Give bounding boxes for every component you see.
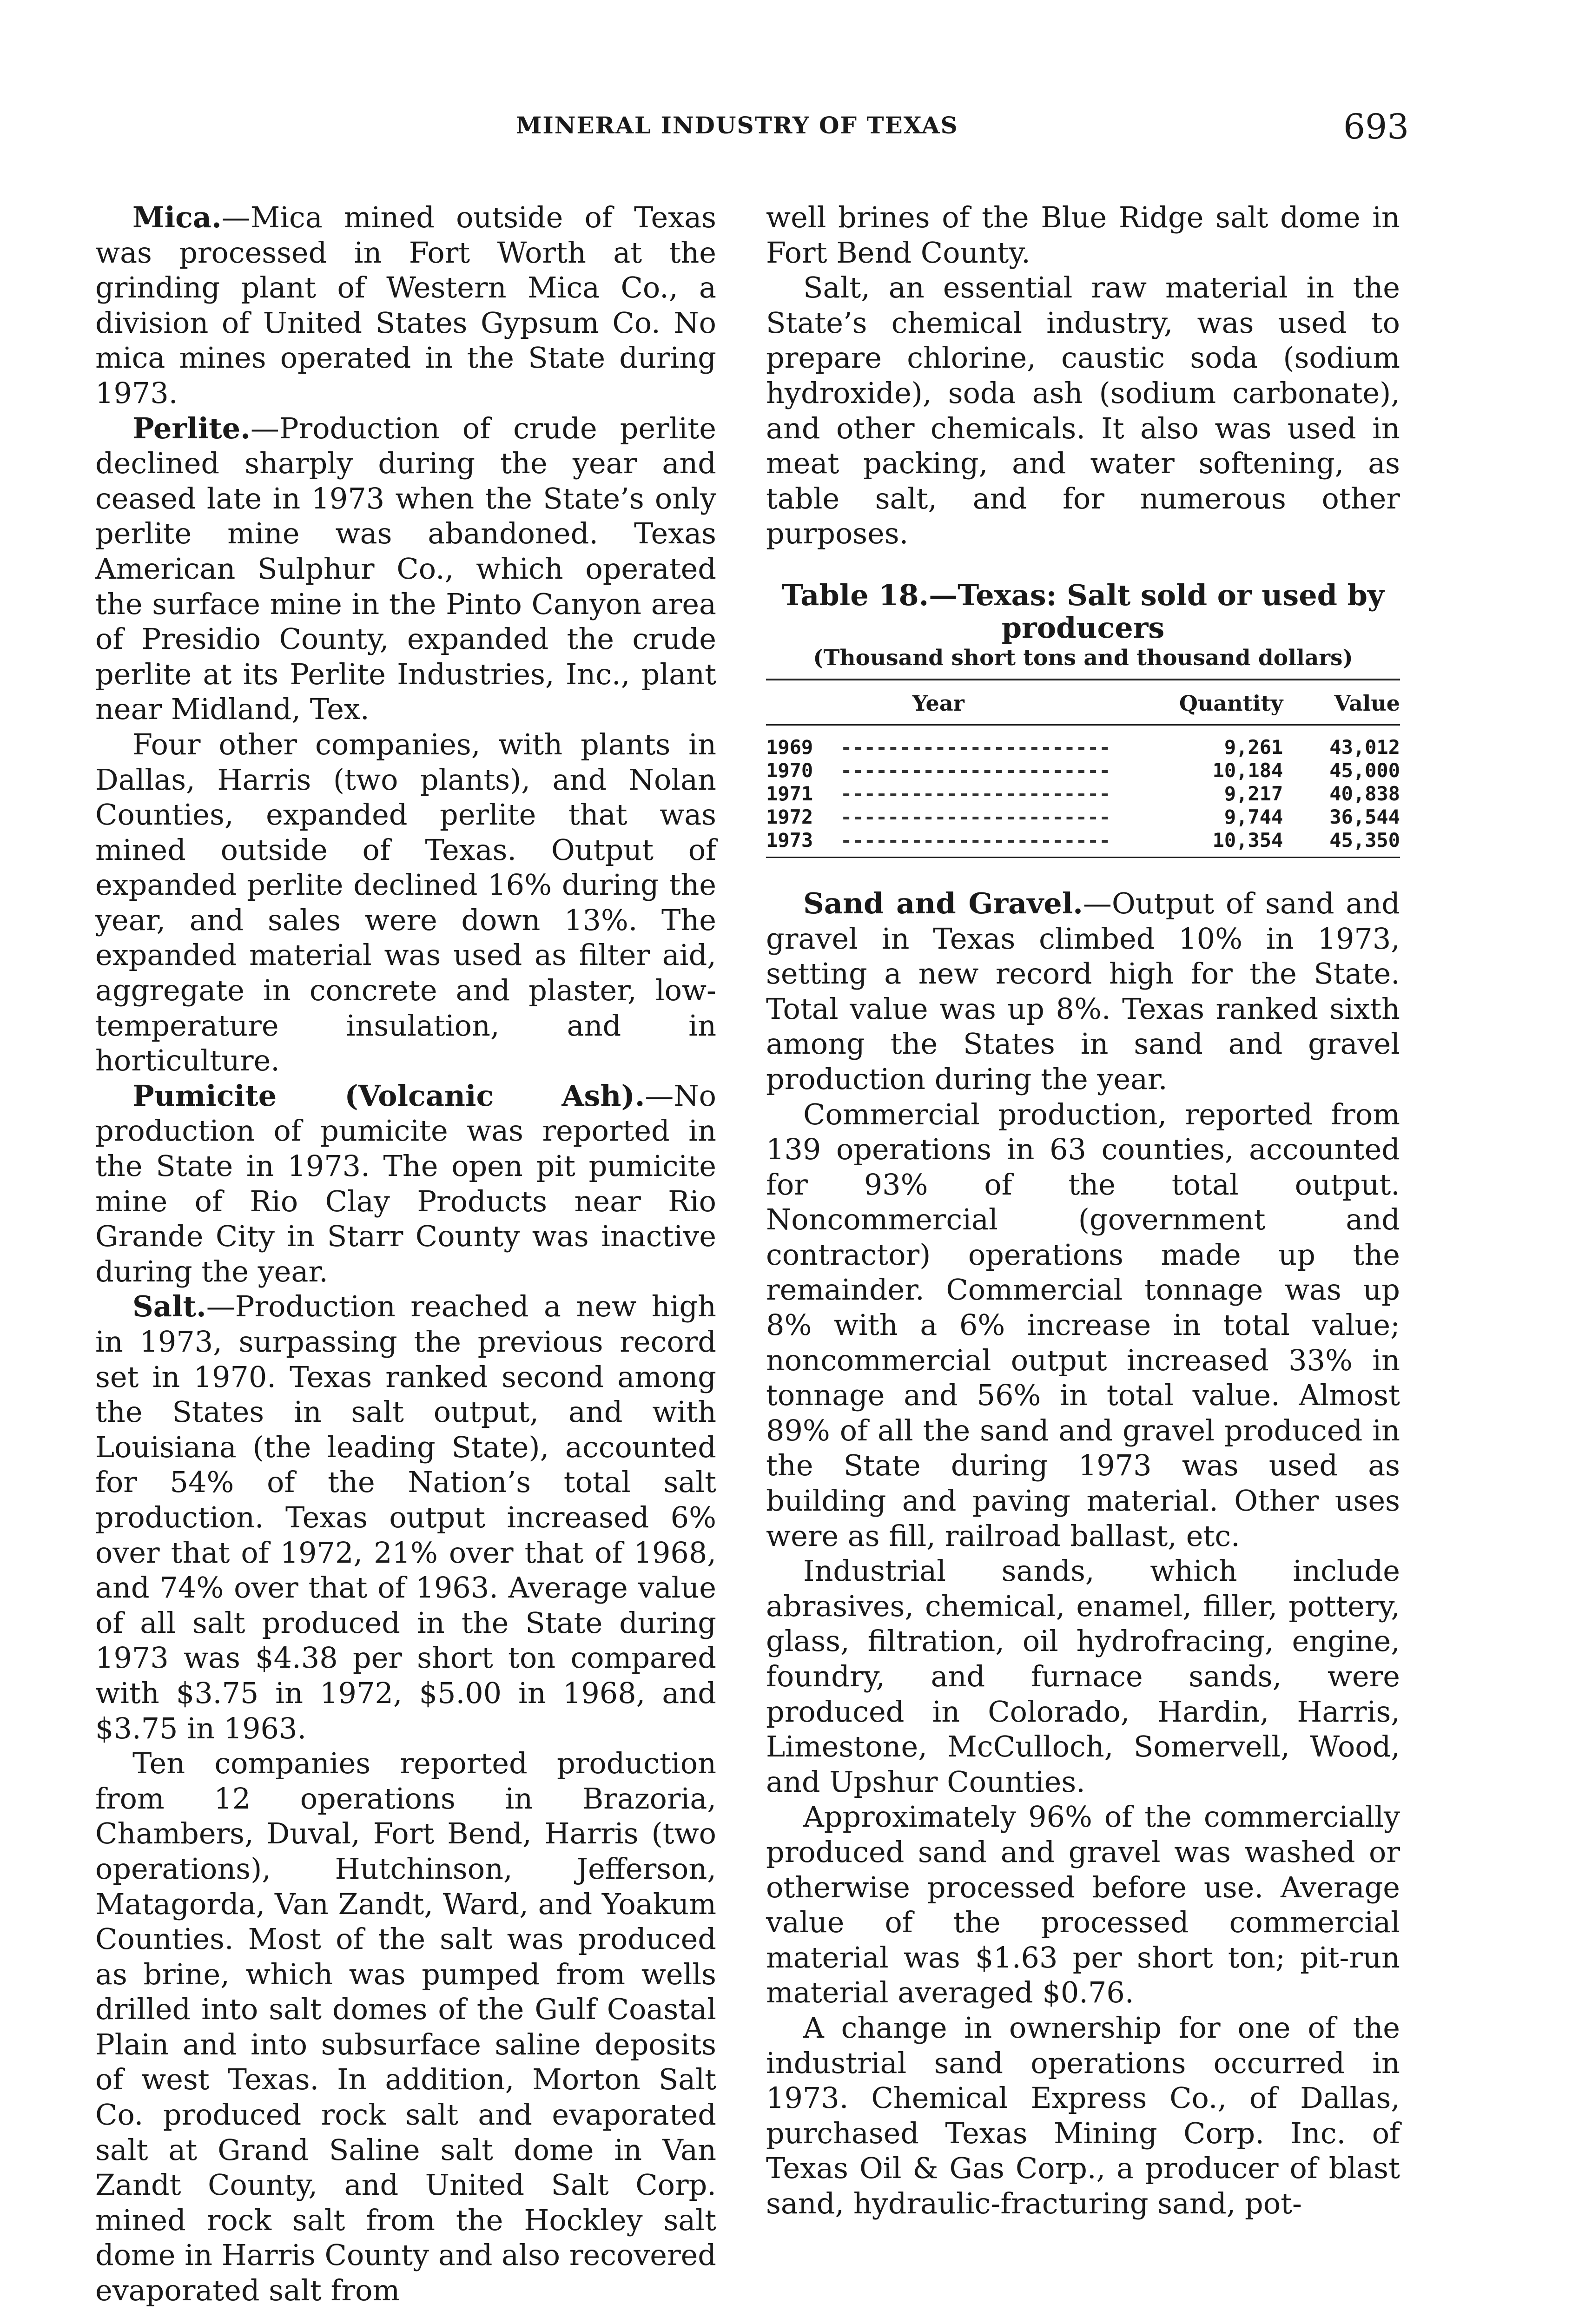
sand-gravel-paragraph xyxy=(766,886,1400,1097)
left-column xyxy=(95,200,716,2308)
salt-paragraph-3: Salt, an essential raw material in the State’s chemical industry, was used to prepare chlorine, caustic soda (sodium hydroxide), soda ash (sodium carbonate), and other chemicals. It also was used in meat packing, and water softening, as table salt, and for numerous other purposes. xyxy=(766,271,1400,551)
table-18 xyxy=(766,579,1400,858)
row-year: 1969 xyxy=(766,735,813,759)
row-quantity: 10,184 xyxy=(1212,759,1283,782)
running-head: MINERAL INDUSTRY OF TEXAS xyxy=(516,112,958,139)
row-value: 45,350 xyxy=(1283,829,1400,858)
table-row xyxy=(766,759,1400,782)
row-year: 1972 xyxy=(766,805,813,828)
perlite-heading: Perlite. xyxy=(132,411,251,445)
row-leader: ----------------------- xyxy=(840,759,1111,782)
table-header-row xyxy=(766,680,1400,725)
sand-gravel-text: —Output of sand and gravel in Texas climbed 10% in 1973, setting a new record high for the State. Total value was up 8%. Texas ranked sixth among the States in sand and gravel production during the year. xyxy=(766,886,1400,1096)
table-title: Table 18.—Texas: Salt sold or used by producers xyxy=(782,578,1384,645)
page-number: 693 xyxy=(1343,107,1409,147)
sand-gravel-paragraph-2: Commercial production, reported from 139 operations in 63 counties, accounted for 93% of the total output. Noncommercial (government and contractor) operations made up the remainder. Commercial tonnage was up 8% with a 6% increase in total value; noncommercial output increased 33% in tonnage and 56% in total value. Almost 89% of all the sand and gravel produced in the State during 1973 was used as building and paving material. Other uses were as fill, railroad ballast, etc. xyxy=(766,1097,1400,1553)
row-leader: ----------------------- xyxy=(840,805,1111,828)
salt-heading: Salt. xyxy=(132,1289,206,1324)
sand-gravel-paragraph-4: Approximately 96% of the commercially produced sand and gravel was washed or otherwise processed before use. Average value of the processed commercial material was $1.63 per short ton; pit-run material averaged $0.76. xyxy=(766,1800,1400,2010)
salt-paragraph-2: Ten companies reported production from 12 operations in Brazoria, Chambers, Duval, Fort Bend, Harris (two operations), Hutchinson, Jefferson, Matagorda, Van Zandt, Ward, and Yoakum Counties. Most of the salt was produced as brine, which was pumped from wells drilled into salt domes of the Gulf Coastal Plain and into subsurface saline deposits of west Texas. In addition, Morton Salt Co. produced rock salt and evaporated salt at Grand Saline salt dome in Van Zandt County, and United Salt Corp. mined rock salt from the Hockley salt dome in Harris County and also recovered evaporated salt from xyxy=(95,1746,716,2308)
perlite-text: —Production of crude perlite declined sharply during the year and ceased late in 1973 when the State’s only perlite mine was abandoned. Texas American Sulphur Co., which operated the surface mine in the Pinto Canyon area of Presidio County, expanded the crude perlite at its Perlite Industries, Inc., plant near Midland, Tex. xyxy=(95,411,716,726)
row-value: 40,838 xyxy=(1329,782,1400,805)
table-row xyxy=(766,725,1400,759)
row-quantity: 9,261 xyxy=(1224,735,1283,759)
row-year: 1970 xyxy=(766,759,813,782)
table-row xyxy=(766,805,1400,829)
table-subtitle: (Thousand short tons and thousand dollars) xyxy=(813,645,1353,671)
table-row xyxy=(766,782,1400,805)
salt-text: —Production reached a new high in 1973, surpassing the previous record set in 1970. Texas ranked second among the States in salt output, and with Louisiana (the leading State), accounted for 54% of the Nation’s total salt production. Texas output increased 6% over that of 1972, 21% over that of 1968, and 74% over that of 1963. Average value of all salt produced in the State during 1973 was $4.38 per short ton compared with $3.75 in 1972, $5.00 in 1968, and $3.75 in 1963. xyxy=(95,1289,716,1745)
salt-continuation: well brines of the Blue Ridge salt dome in Fort Bend County. xyxy=(766,200,1400,270)
mica-text: —Mica mined outside of Texas was processed in Fort Worth at the grinding plant of Western Mica Co., a division of United States Gypsum Co. No mica mines operated in the State during 1973. xyxy=(95,200,716,410)
row-year: 1973 xyxy=(766,829,840,858)
pumicite-paragraph xyxy=(95,1078,716,1289)
row-leader: ----------------------- xyxy=(840,829,1111,858)
salt-table xyxy=(766,679,1400,858)
right-column xyxy=(766,200,1400,2221)
row-quantity: 9,217 xyxy=(1224,782,1283,805)
row-leader: ----------------------- xyxy=(840,782,1111,805)
sand-gravel-paragraph-5: A change in ownership for one of the industrial sand operations occurred in 1973. Chemical Express Co., of Dallas, purchased Texas Mining Corp. Inc. of Texas Oil & Gas Corp., a producer of blast sand, hydraulic-fracturing sand, pot- xyxy=(766,2010,1400,2220)
row-value: 45,000 xyxy=(1329,759,1400,782)
header-year: Year xyxy=(766,680,1111,725)
perlite-paragraph xyxy=(95,411,716,727)
row-leader: ----------------------- xyxy=(840,735,1111,759)
sand-gravel-heading: Sand and Gravel. xyxy=(803,886,1083,920)
header-quantity: Quantity xyxy=(1111,680,1283,725)
mica-paragraph xyxy=(95,200,716,411)
row-value: 43,012 xyxy=(1329,735,1400,759)
header-value: Value xyxy=(1283,680,1400,725)
salt-paragraph xyxy=(95,1289,716,1746)
row-value: 36,544 xyxy=(1329,805,1400,828)
row-quantity: 10,354 xyxy=(1111,829,1283,858)
pumicite-text: —No production of pumicite was reported in the State in 1973. The open pit pumicite mine of Rio Clay Products near Rio Grande City in Starr County was inactive during the year. xyxy=(95,1078,716,1288)
sand-gravel-paragraph-3: Industrial sands, which include abrasives, chemical, enamel, filler, pottery, glass, filtration, oil hydrofracing, engine, foundry, and furnace sands, were produced in Colorado, Hardin, Harris, Limestone, McCulloch, Somervell, Wood, and Upshur Counties. xyxy=(766,1554,1400,1799)
pumicite-heading: Pumicite (Volcanic Ash). xyxy=(132,1078,645,1113)
row-quantity: 9,744 xyxy=(1224,805,1283,828)
table-row xyxy=(766,829,1400,858)
perlite-paragraph-2: Four other companies, with plants in Dallas, Harris (two plants), and Nolan Counties, expanded perlite that was mined outside of Texas. Output of expanded perlite declined 16% during the year, and sales were down 13%. The expanded material was used as filter aid, aggregate in concrete and plaster, low-temperature insulation, and in horticulture. xyxy=(95,727,716,1078)
row-year: 1971 xyxy=(766,782,813,805)
mica-heading: Mica. xyxy=(132,200,222,234)
